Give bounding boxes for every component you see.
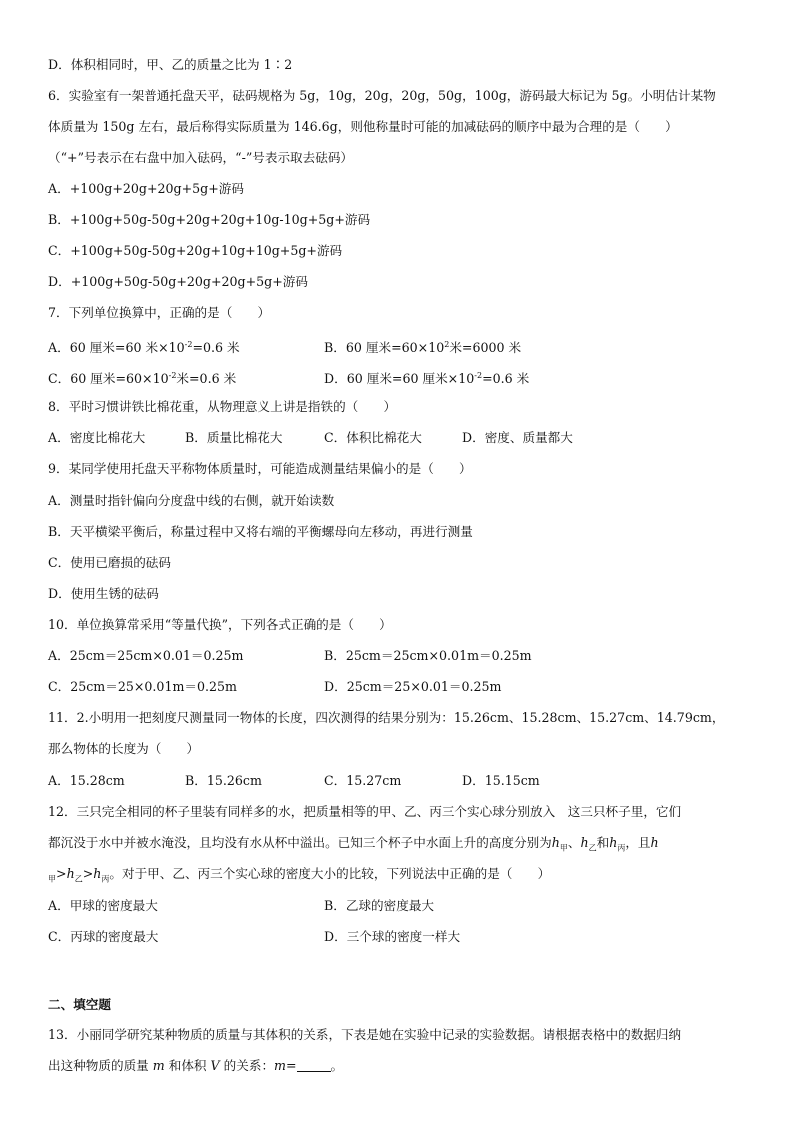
q6-option-b: B．+100g+50g-50g+20g+20g+10g-10g+5g+游码	[48, 212, 371, 227]
q11-option-d: D．15.15cm	[462, 773, 540, 788]
q12-option-c: C．丙球的密度最大	[48, 929, 159, 944]
q6-stem-line2: 体质量为 150g 左右，最后称得实际质量为 146.6g，则他称量时可能的加减砝码的顺序中最为合理的是（ ）	[48, 119, 678, 134]
section-title-fill-in: 二、填空题	[48, 997, 111, 1012]
q9-option-c: C．使用已磨损的砝码	[48, 555, 171, 570]
q11-option-b: B．15.26cm	[185, 773, 262, 788]
q7-option-d: D．60 厘米=60 厘米$\times 10^{-2}=0.6$ 米	[324, 371, 530, 387]
q11-stem-line1: 11．2.小明用一把刻度尺测量同一物体的长度，四次测得的结果分别为：15.26cm、15.28cm、15.27cm、14.79cm，	[48, 710, 725, 725]
q12-stem-line1: 12．三只完全相同的杯子里装有同样多的水，把质量相等的甲、乙、丙三个实心球分别放入 这三只杯子里，它们	[48, 804, 682, 819]
q7-stem: 7．下列单位换算中，正确的是（ ）	[48, 305, 271, 320]
q6-option-c: C．+100g+50g-50g+20g+10g+10g+5g+游码	[48, 243, 343, 258]
q8-option-c: C．体积比棉花大	[324, 430, 422, 445]
q8-option-b: B．质量比棉花大	[185, 430, 283, 445]
answer-blank[interactable]	[297, 1059, 331, 1072]
q12-option-a: A．甲球的密度最大	[48, 898, 158, 913]
q5-option-d: D．体积相同时，甲、乙的质量之比为 1∶2	[48, 57, 293, 72]
q13-stem-line1: 13．小丽同学研究某种物质的质量与其体积的关系，下表是她在实验中记录的实验数据。请根据表格中的数据归纳	[48, 1027, 682, 1042]
q7-option-c: C．60 厘米$=60\times 10^{-2}$米=0.6 米	[48, 371, 237, 387]
q9-stem: 9．某同学使用托盘天平称物体质量时，可能造成测量结果偏小的是（ ）	[48, 461, 472, 476]
q10-option-d: D．25cm＝25×0.01＝0.25m	[324, 679, 502, 694]
q9-option-b: B．天平横梁平衡后，称量过程中又将右端的平衡螺母向左移动，再进行测量	[48, 524, 473, 539]
q9-option-a: A．测量时指针偏向分度盘中线的右侧，就开始读数	[48, 493, 335, 508]
q8-stem: 8．平时习惯讲铁比棉花重，从物理意义上讲是指铁的（ ）	[48, 399, 397, 414]
q10-option-b: B．25cm＝25cm×0.01m＝0.25m	[324, 648, 532, 663]
q9-option-d: D．使用生锈的砝码	[48, 586, 159, 601]
q13-stem-line2: 出这种物质的质量 m 和体积 V 的关系：m= 。	[48, 1058, 344, 1073]
q7-option-b: B．60 厘米$=60\times 10^2$米=6000 米	[324, 340, 522, 356]
q12-stem-line3: $_甲>h_乙>h_丙$。对于甲、乙、丙三个实心球的密度大小的比较，下列说法中正确的是（ ）	[48, 866, 551, 884]
q10-option-c: C．25cm＝25×0.01m＝0.25m	[48, 679, 237, 694]
q11-option-c: C．15.27cm	[324, 773, 402, 788]
q6-option-d: D．+100g+50g-50g+20g+20g+5g+游码	[48, 274, 308, 289]
q6-option-a: A．+100g+20g+20g+5g+游码	[48, 181, 244, 196]
q11-stem-line2: 那么物体的长度为（ ）	[48, 741, 200, 756]
q6-stem-line3: （“+”号表示在右盘中加入砝码，“-”号表示取去砝码）	[48, 150, 354, 165]
q12-option-d: D．三个球的密度一样大	[324, 929, 461, 944]
q12-option-b: B．乙球的密度最大	[324, 898, 435, 913]
q7-option-a: A．60 厘米=60 米$\times 10^{-2}=0.6$ 米	[48, 340, 240, 356]
q12-stem-line2: 都沉没于水中并被水淹没，且均没有水从杯中溢出。已知三个杯子中水面上升的高度分别为$h_甲$、$h_乙$和$h_丙$，且h	[48, 835, 659, 853]
q11-option-a: A．15.28cm	[48, 773, 125, 788]
q10-option-a: A．25cm＝25cm×0.01＝0.25m	[48, 648, 244, 663]
q8-option-d: D．密度、质量都大	[462, 430, 573, 445]
q10-stem: 10．单位换算常采用“等量代换”，下列各式正确的是（ ）	[48, 617, 392, 632]
q8-option-a: A．密度比棉花大	[48, 430, 146, 445]
q6-stem-line1: 6．实验室有一架普通托盘天平，砝码规格为 5g，10g，20g，20g，50g，100g，游码最大标记为 5g。小明估计某物	[48, 88, 716, 103]
